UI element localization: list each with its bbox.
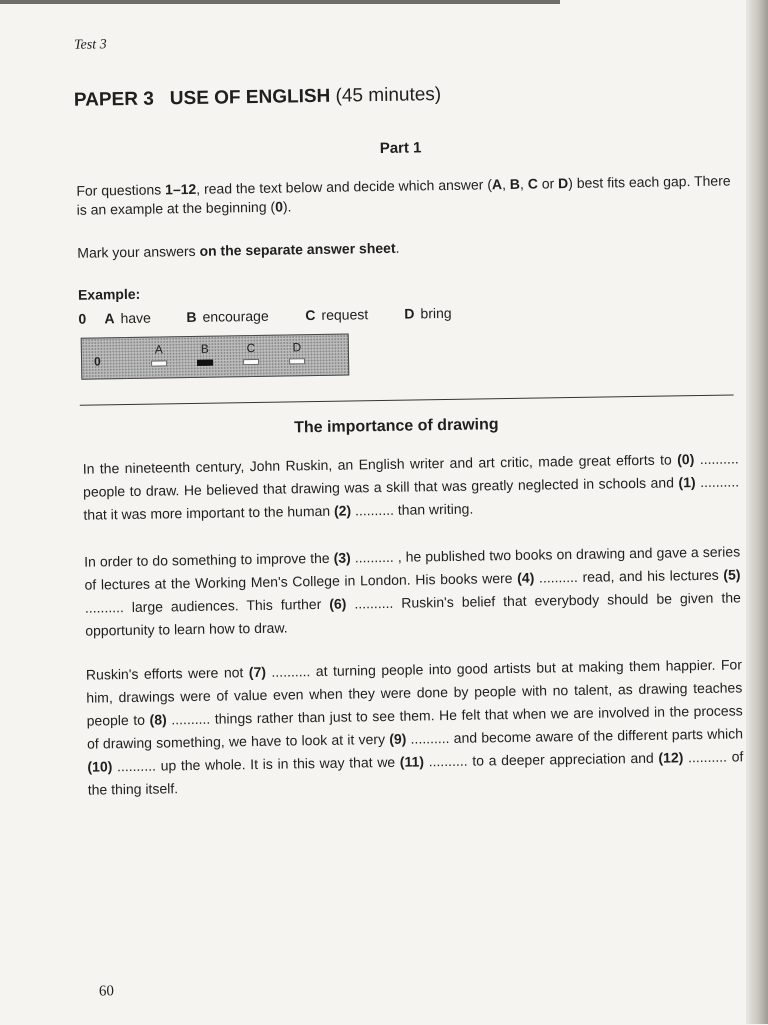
para-text: to a deeper appreciation and	[467, 749, 659, 769]
instr-example-ref: 0	[274, 198, 284, 215]
example-option-a	[104, 310, 151, 327]
gap-dots: ..........	[410, 729, 450, 747]
gap-dots: ..........	[687, 748, 728, 766]
page-number: 60	[98, 983, 115, 1000]
grid-cell-d	[288, 340, 306, 364]
gap-number: (10)	[87, 758, 113, 775]
para-text: Ruskin's belief that everybody should be given the opportunity to learn how to draw.	[85, 589, 741, 639]
mark-text: Mark your answers	[77, 242, 200, 261]
example-option-d	[404, 305, 452, 322]
grid-cell-a	[150, 342, 168, 366]
instr-text: or	[537, 175, 559, 192]
gap-number: (1)	[678, 474, 696, 491]
para-text: Ruskin's efforts were not	[85, 664, 249, 683]
paper-title	[74, 84, 442, 112]
gap-dots: ..........	[271, 663, 311, 680]
instr-text: , read the text below and decide which answer (	[196, 176, 493, 197]
para-text: that it was more important to the human	[83, 502, 335, 523]
grid-letter: B	[200, 341, 209, 356]
para-text: at turning people into good artists but at making them happier. For him, drawings were of value even when they were done by people with no talent, as drawing teaches people to	[86, 656, 743, 729]
gap-dots: ..........	[700, 473, 740, 490]
option-word: bring	[420, 304, 452, 322]
option-word: encourage	[202, 307, 269, 325]
instr-text: ) best fits each gap. There is an example at the beginning (	[76, 172, 731, 218]
gap-dots: ..........	[538, 568, 578, 586]
para-text: people to draw. He believed that drawing was a skill that was greatly neglected in schools and	[82, 474, 679, 500]
example-label: Example:	[77, 285, 141, 303]
gap-number: (6)	[329, 595, 347, 612]
answer-lozenge	[243, 359, 259, 365]
gap-dots: ..........	[354, 594, 394, 612]
text-title: The importance of drawing	[293, 416, 499, 437]
mark-text: .	[395, 239, 400, 256]
example-number-text: 0	[78, 310, 87, 327]
instr-option-a: A	[491, 176, 503, 193]
answer-lozenge	[289, 358, 305, 364]
option-letter: D	[404, 305, 415, 322]
gap-number: (0)	[677, 451, 695, 468]
para-text: In order to do something to improve the	[84, 549, 334, 570]
example-answer-grid	[81, 334, 350, 380]
paragraph-3	[86, 653, 744, 801]
option-word: request	[321, 306, 369, 323]
paragraph-1	[83, 447, 740, 526]
grid-cell-b	[196, 342, 214, 366]
gap-number: (7)	[248, 663, 267, 681]
instr-sep: ,	[519, 175, 528, 192]
option-letter: A	[104, 310, 115, 327]
instr-question-range: 1–12	[164, 180, 197, 198]
answer-lozenge	[151, 360, 167, 366]
instr-text: For questions	[76, 181, 166, 199]
gap-number: (2)	[333, 502, 352, 519]
paper-duration: (45 minutes)	[335, 84, 442, 107]
paper-number: PAPER 3	[73, 88, 155, 111]
paper-name: USE OF ENGLISH	[169, 85, 331, 110]
para-text: up the whole. It is in this way that we	[155, 753, 400, 774]
gap-dots: ..........	[116, 757, 157, 775]
paragraph-2	[84, 540, 741, 642]
para-text: , he published two books on drawing and gave a series of lectures at the Working Men's College in London. His books were	[84, 543, 741, 593]
gap-number: (3)	[333, 549, 351, 566]
para-text: In the nineteenth century, John Ruskin, an English writer and art critic, made great efforts to	[82, 451, 678, 477]
gap-number: (11)	[399, 753, 425, 770]
gap-number: (8)	[149, 711, 167, 728]
section-divider	[80, 394, 734, 405]
gap-dots: ..........	[354, 548, 394, 566]
instr-option-b: B	[509, 175, 521, 192]
answer-lozenge-filled	[197, 360, 213, 366]
gap-number: (5)	[723, 566, 741, 583]
para-text: of the thing itself.	[87, 748, 744, 798]
instr-text: ).	[282, 198, 292, 215]
example-option-c	[305, 306, 368, 323]
gap-number: (9)	[389, 730, 407, 747]
para-text: than writing.	[393, 500, 474, 518]
gap-dots: ..........	[428, 752, 468, 770]
instr-option-d: D	[557, 175, 569, 192]
grid-letter: A	[154, 342, 163, 357]
gap-number: (4)	[517, 569, 535, 586]
instructions	[76, 171, 737, 219]
grid-cell-c	[242, 341, 260, 365]
option-word: have	[120, 309, 151, 327]
example-option-b	[186, 308, 269, 325]
grid-example-number: 0	[93, 354, 101, 369]
para-text: and become aware of the different parts which	[449, 725, 744, 746]
gap-dots: ..........	[84, 599, 124, 616]
para-text: read, and his lectures	[577, 566, 724, 585]
gap-dots: ..........	[354, 501, 395, 519]
grid-letter: C	[246, 340, 256, 356]
option-letter: C	[305, 307, 316, 324]
mark-emphasis: on the separate answer sheet	[199, 239, 396, 259]
option-letter: B	[186, 308, 197, 326]
part-heading: Part 1	[379, 139, 422, 157]
para-text: things rather than just to see them. He felt that when we are involved in the process of drawing something, we have to look at it very	[86, 702, 743, 752]
running-header: Test 3	[73, 37, 107, 53]
instr-option-c: C	[527, 175, 538, 192]
para-text: large audiences. This further	[123, 595, 330, 616]
grid-letter: D	[292, 340, 302, 355]
answer-sheet-instruction	[77, 240, 399, 261]
gap-dots: ..........	[171, 710, 211, 728]
gap-dots: ..........	[699, 450, 739, 468]
example-number	[78, 311, 92, 327]
gap-number: (12)	[658, 749, 684, 766]
instr-sep: ,	[501, 175, 510, 193]
